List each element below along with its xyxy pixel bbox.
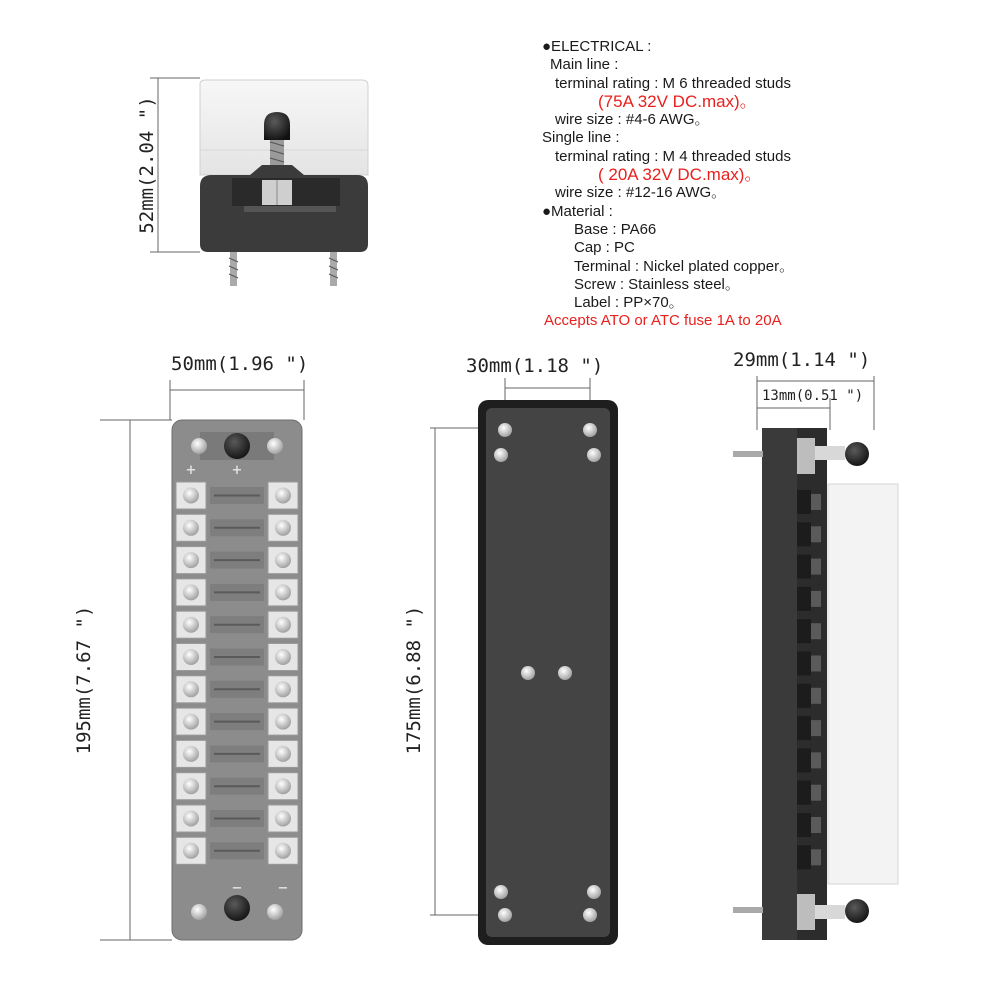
length-dimension-label: 195mm(7.67 "): [73, 605, 95, 755]
screw-icon: [494, 448, 508, 462]
material-screw: Screw : Stainless steel。: [574, 275, 740, 293]
base-depth-dimension-label: 13mm(0.51 "): [762, 388, 864, 404]
plus-mark-icon: +: [231, 463, 243, 478]
terminal-screw-icon: [275, 843, 291, 859]
single-line-label: Single line :: [542, 129, 620, 147]
minus-mark-icon: −: [231, 881, 243, 896]
mount-screw-icon: [191, 904, 207, 920]
plus-mark-icon: +: [185, 463, 197, 478]
material-heading: ●Material :: [542, 202, 613, 220]
width-dimension-label: 50mm(1.96 "): [171, 353, 309, 375]
single-rating: ( 20A 32V DC.max)。: [598, 165, 762, 185]
screw-icon: [587, 885, 601, 899]
bottom-view: [430, 378, 618, 945]
terminal-screw-icon: [183, 681, 199, 697]
negative-stud-icon: [224, 895, 250, 921]
screw-icon: [583, 423, 597, 437]
terminal-screw-icon: [275, 778, 291, 794]
terminal-screw-icon: [275, 649, 291, 665]
terminal-screw-icon: [183, 811, 199, 827]
minus-mark-icon: −: [277, 881, 289, 896]
top-view: [100, 380, 304, 940]
screw-icon: [498, 908, 512, 922]
terminal-screw-icon: [275, 714, 291, 730]
material-terminal: Terminal : Nickel plated copper。: [574, 257, 795, 275]
stud-cap-icon: [845, 899, 869, 923]
mount-screws: [229, 252, 338, 286]
side-view: [150, 78, 368, 286]
mount-screw-icon: [267, 904, 283, 920]
main-wire-size: wire size : #4-6 AWG。: [555, 111, 710, 129]
material-label: Label : PP×70。: [574, 294, 684, 312]
terminal-screw-icon: [183, 520, 199, 536]
main-terminal-rating: terminal rating : M 6 threaded studs: [555, 74, 791, 92]
main-line-label: Main line :: [550, 56, 619, 74]
depth-dimension-label: 29mm(1.14 "): [733, 349, 871, 371]
mount-screw-profile: [733, 451, 763, 457]
mount-screw-profile: [733, 907, 763, 913]
screw-icon: [521, 666, 535, 680]
hole-length-dimension-label: 175mm(6.88 "): [403, 605, 425, 755]
nut-profile: [797, 894, 815, 930]
screw-icon: [583, 908, 597, 922]
single-wire-size: wire size : #12-16 AWG。: [555, 184, 727, 202]
terminal-screw-icon: [183, 778, 199, 794]
nut-profile: [797, 438, 815, 474]
clear-cover-profile: [828, 484, 898, 884]
stud-cap: [264, 112, 290, 140]
stud-cap-icon: [845, 442, 869, 466]
mount-screw-icon: [267, 438, 283, 454]
terminal-screw-icon: [183, 714, 199, 730]
main-rating: (75A 32V DC.max)。: [598, 91, 757, 111]
screw-icon: [558, 666, 572, 680]
screw-icon: [494, 885, 508, 899]
material-base: Base : PA66: [574, 220, 657, 238]
screw-icon: [587, 448, 601, 462]
terminal-screw-icon: [183, 746, 199, 762]
screw-icon: [498, 423, 512, 437]
electrical-heading: ●ELECTRICAL :: [542, 38, 652, 55]
terminal-screw-icon: [275, 584, 291, 600]
single-terminal-rating: terminal rating : M 4 threaded studs: [555, 147, 791, 165]
terminal-screw-icon: [275, 746, 291, 762]
base-profile: [762, 428, 797, 940]
terminal-screw-icon: [183, 488, 199, 504]
hole-width-dimension-label: 30mm(1.18 "): [466, 355, 604, 377]
terminal-screw-icon: [183, 649, 199, 665]
terminal-screw-icon: [275, 617, 291, 633]
terminal-screw-icon: [275, 520, 291, 536]
material-cap: Cap : PC: [574, 239, 635, 257]
terminal-screw-icon: [183, 552, 199, 568]
mount-screw-icon: [191, 438, 207, 454]
base-bottom-inner: [486, 408, 610, 937]
profile-view: [733, 376, 898, 940]
height-dimension-label: 52mm(2.04 "): [136, 96, 158, 234]
terminal-screw-icon: [183, 617, 199, 633]
terminal-screw-icon: [275, 552, 291, 568]
terminal-screw-icon: [183, 843, 199, 859]
terminal-screw-icon: [275, 681, 291, 697]
terminal-screw-icon: [183, 584, 199, 600]
terminal-screw-icon: [275, 811, 291, 827]
fuse-note: Accepts ATO or ATC fuse 1A to 20A: [544, 312, 782, 330]
terminal-screw-icon: [275, 488, 291, 504]
positive-stud-icon: [224, 433, 250, 459]
